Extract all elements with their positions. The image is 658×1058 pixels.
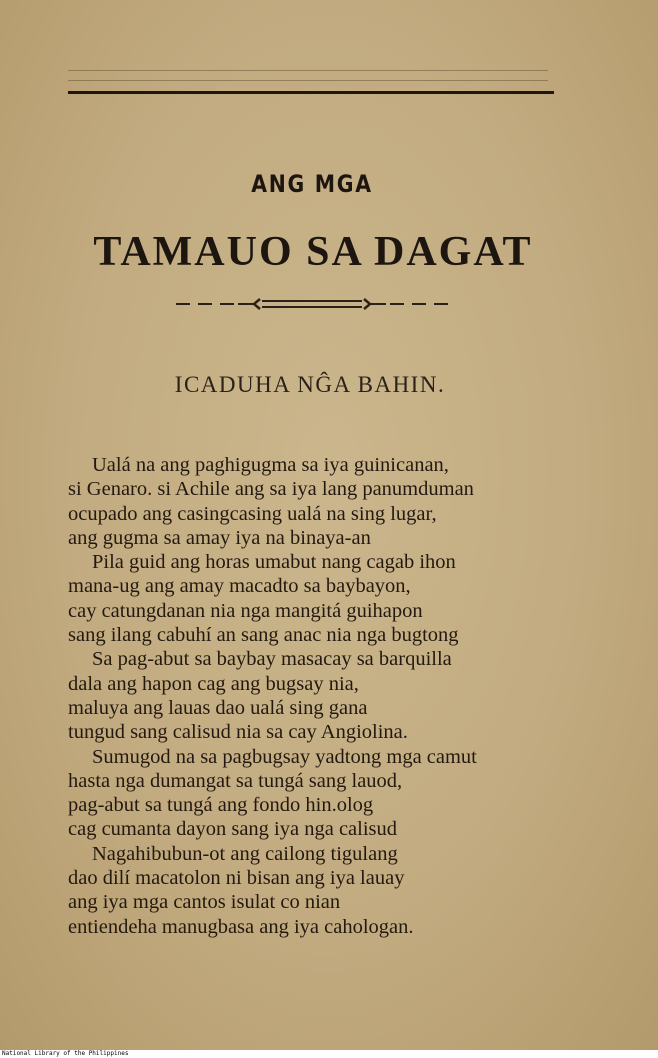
verse-line: Sumugod na sa pagbugsay yadtong mga camut bbox=[92, 745, 477, 768]
verse-line: pag-abut sa tungá ang fondo hin.olog bbox=[68, 794, 374, 817]
title-top: ANG MGA bbox=[251, 170, 373, 198]
title-main: TAMAUO SA DAGAT bbox=[93, 229, 533, 275]
verse-line: ang iya mga cantos isulat co nian bbox=[68, 891, 341, 914]
verse-line: Sa pag-abut sa baybay masacay sa barquilla bbox=[92, 648, 452, 671]
verse-line: Pila guid ang horas umabut nang cagab ihon bbox=[92, 551, 456, 574]
stanza bbox=[68, 647, 568, 744]
part-heading: ICADUHA NĜA BAHIN. bbox=[174, 372, 446, 397]
stanza bbox=[68, 550, 568, 647]
verse-line: Nagahibubun-ot ang cailong tigulang bbox=[92, 842, 398, 865]
stanza bbox=[68, 453, 568, 550]
stanza bbox=[68, 745, 568, 842]
top-rule-thin-1 bbox=[68, 70, 548, 71]
verse-line: cag cumanta dayon sang iya nga calisud bbox=[68, 818, 398, 841]
verse-line: ang gugma sa amay iya na binaya-an bbox=[68, 526, 371, 549]
library-credit: National Library of the Philippines bbox=[0, 1050, 658, 1058]
verse-line: dao dilí macatolon ni bisan ang iya lauay bbox=[68, 867, 405, 890]
verse-line: sang ilang cabuhí an sang anac nia nga bugtong bbox=[68, 624, 459, 647]
verse-line: Ualá na ang paghigugma sa iya guinicanan, bbox=[92, 454, 449, 476]
poem-body bbox=[68, 453, 568, 939]
verse-line: tungud sang calisud nia sa cay Angiolina. bbox=[68, 721, 408, 744]
top-rule-thin-2 bbox=[68, 80, 548, 81]
verse-line: ocupado ang casingcasing ualá na sing lugar, bbox=[68, 502, 437, 525]
verse-line: maluya ang lauas dao ualá sing gana bbox=[68, 696, 368, 719]
verse-line: entiendeha manugbasa ang iya cahologan. bbox=[68, 915, 414, 938]
verse-line: cay catungdanan nia nga mangitá guihapon bbox=[68, 599, 423, 622]
verse-line: dala ang hapon cag ang bugsay nia, bbox=[68, 672, 359, 695]
verse-line: hasta nga dumangat sa tungá sang lauod, bbox=[68, 769, 403, 792]
verse-line: si Genaro. si Achile ang sa iya lang panumduman bbox=[68, 478, 474, 501]
stanza bbox=[68, 842, 568, 939]
verse-line: mana-ug ang amay macadto sa baybayon, bbox=[68, 575, 411, 598]
ornament-divider bbox=[176, 296, 448, 312]
top-rule-thick bbox=[68, 91, 554, 94]
